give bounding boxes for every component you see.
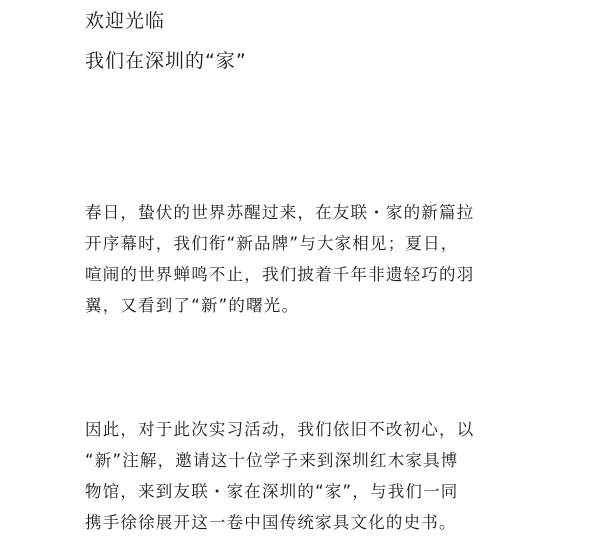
paragraph-line: 物馆，来到友联・家在深圳的“家”，与我们一同: [85, 482, 459, 501]
paragraph-line: 因此，对于此次实习活动，我们依旧不改初心，以: [85, 420, 475, 439]
paragraph-internship: [85, 414, 525, 538]
paragraph-line: 喧闹的世界蝉鸣不止，我们披着千年非遗轻巧的羽: [85, 265, 475, 284]
paragraph-line: 开序幕时，我们衔“新品牌”与大家相见；夏日，: [85, 234, 459, 253]
subtitle-heading: 我们在深圳的“家”: [85, 50, 247, 72]
paragraph-line: 春日，蛰伏的世界苏醒过来，在友联・家的新篇拉: [85, 203, 475, 222]
greeting-heading: 欢迎光临: [85, 10, 166, 32]
paragraph-spring-summer: [85, 197, 525, 321]
paragraph-line: 翼，又看到了“新”的曙光。: [85, 296, 300, 315]
paragraph-line: “新”注解，邀请这十位学子来到深圳红木家具博: [85, 451, 459, 470]
paragraph-line: 携手徐徐展开这一卷中国传统家具文化的史书。: [85, 513, 457, 532]
